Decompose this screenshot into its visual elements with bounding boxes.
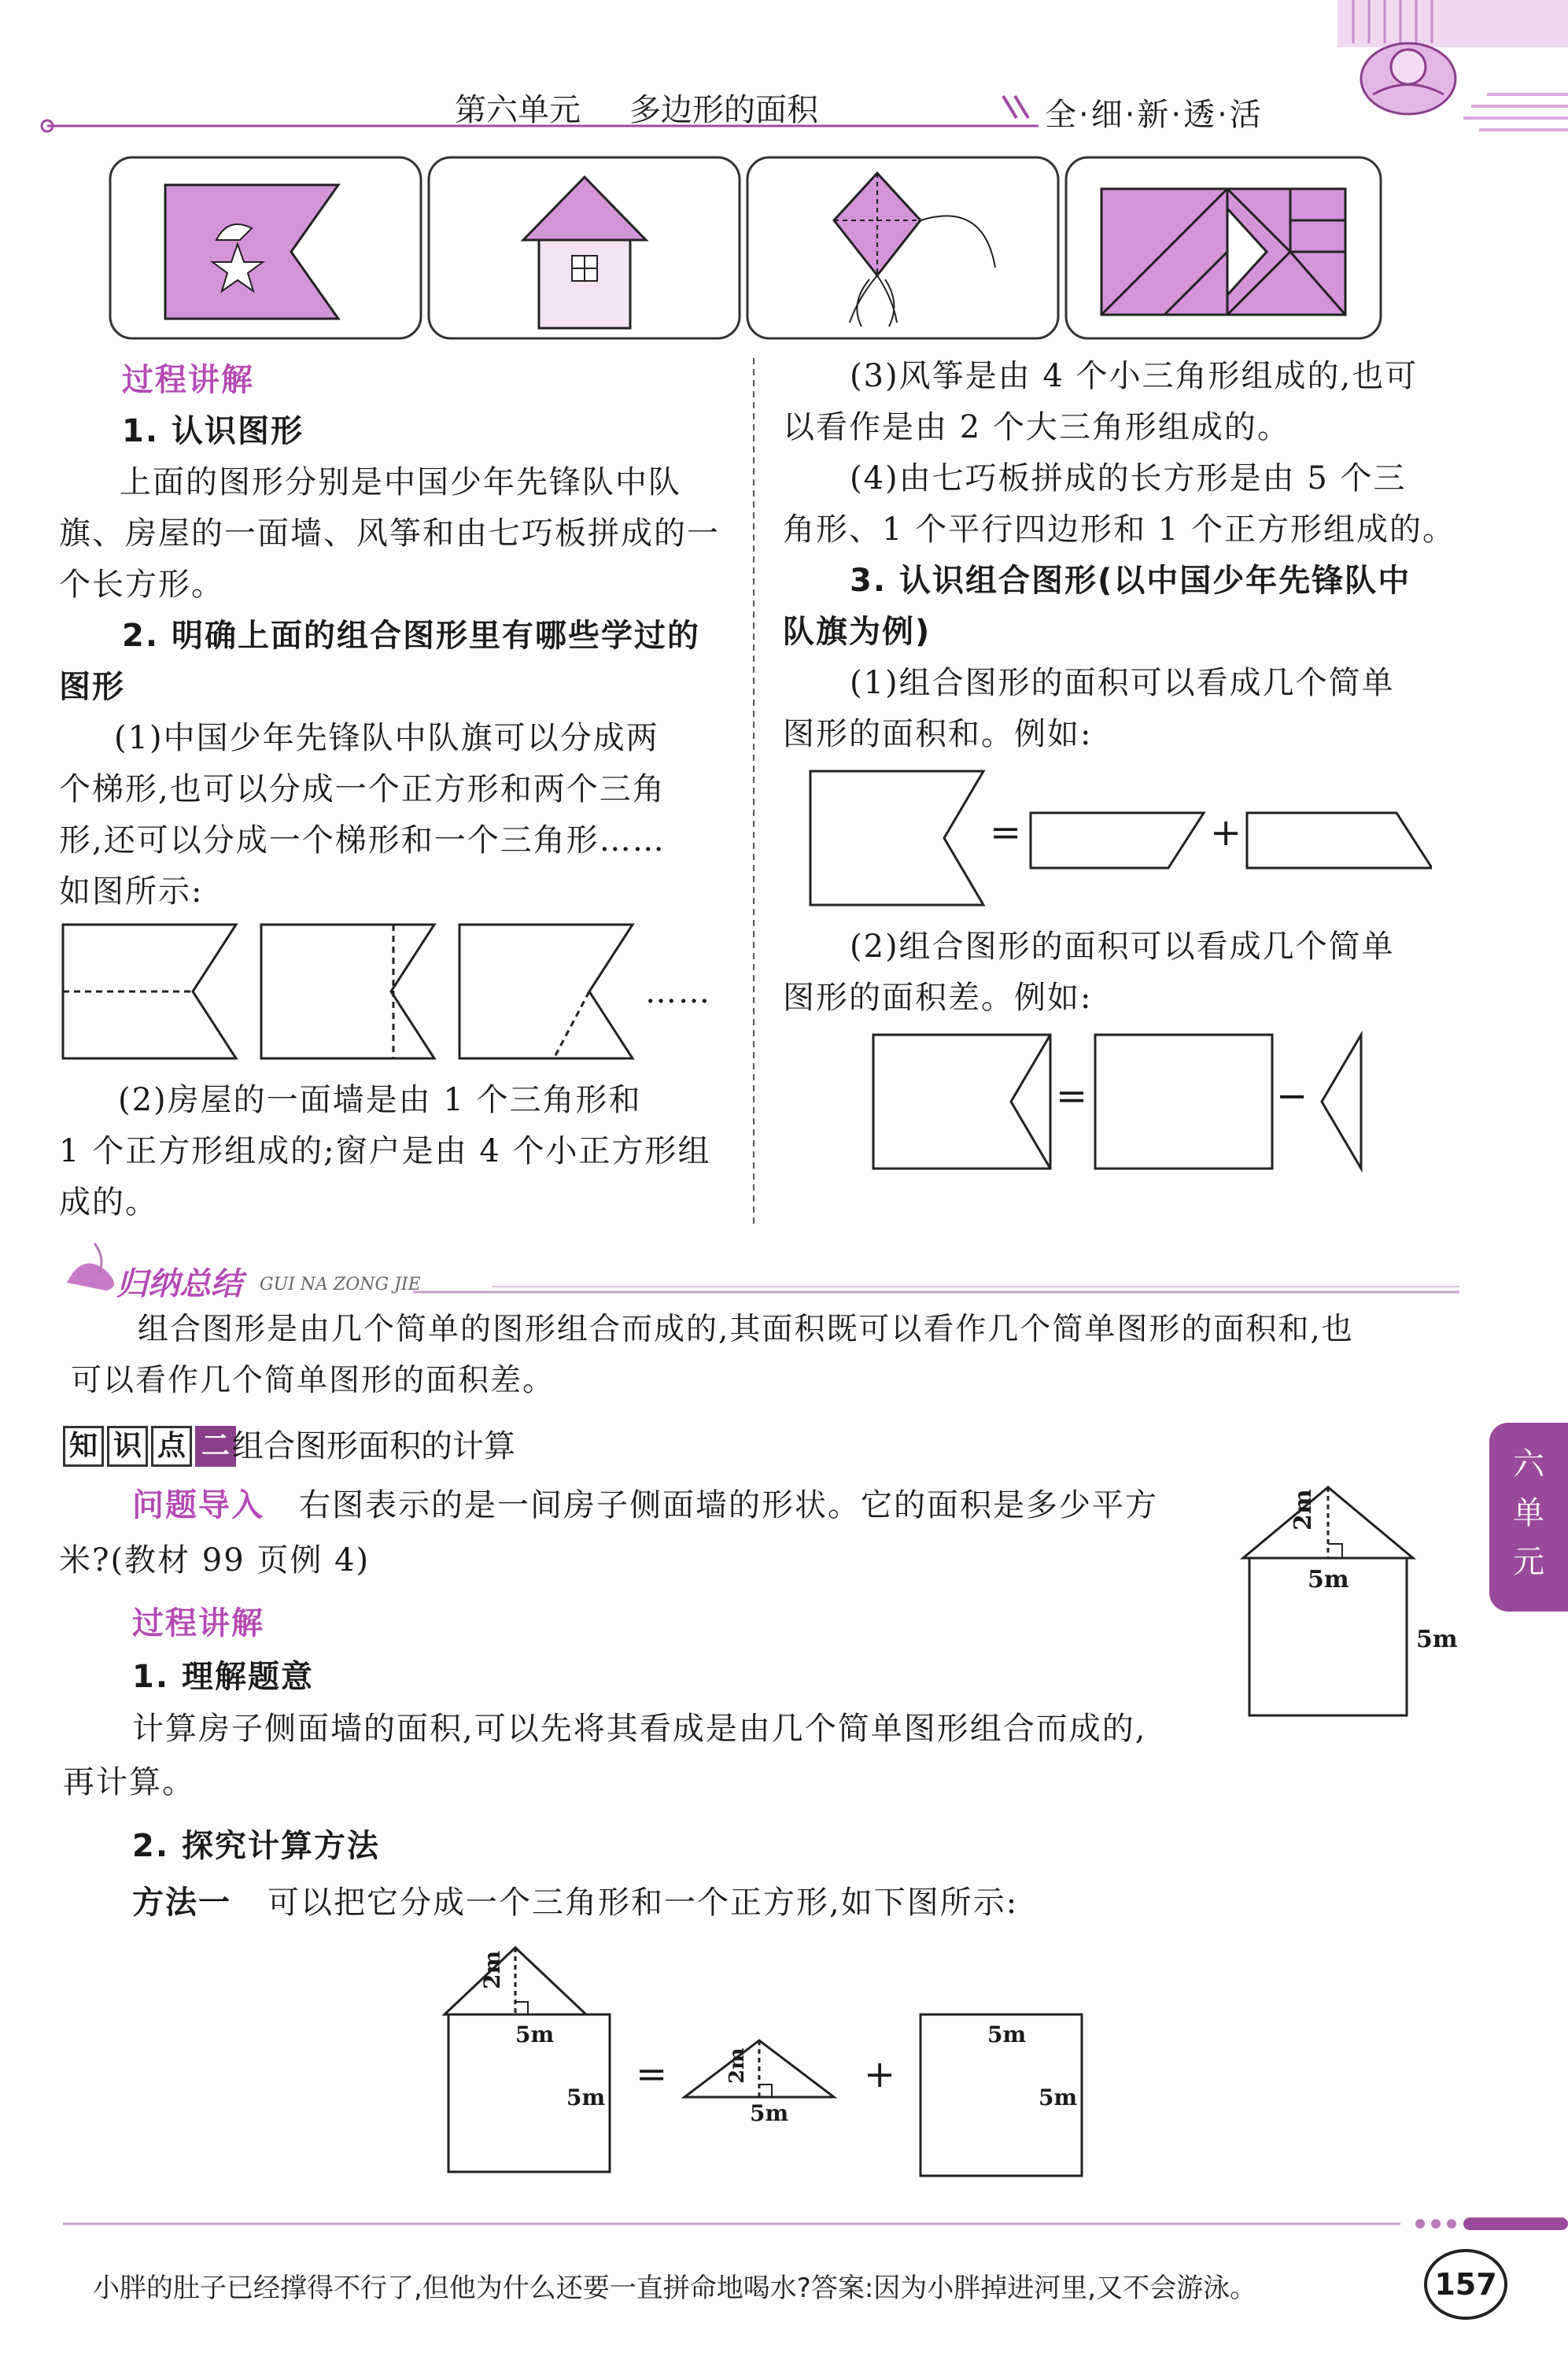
equals-sign-1: = — [990, 811, 1022, 855]
tangram-panel — [1066, 157, 1381, 338]
left-para1-l3: 个长方形。 — [59, 567, 224, 603]
ellipsis: …… — [645, 974, 711, 1010]
left-para3-l1: (2)房屋的一面墙是由 1 个三角形和 — [118, 1082, 642, 1118]
trapezoid-2 — [1247, 813, 1432, 868]
tab-char-3: 元 — [1513, 1544, 1544, 1580]
slogan: 全·细·新·透·活 — [1045, 97, 1264, 133]
m1-tri-height: 2m — [725, 2048, 749, 2084]
step3-heading-l2: 队旗为例) — [783, 614, 932, 650]
m1-equals: = — [636, 2052, 668, 2096]
kp-box-4: 二 — [195, 1426, 236, 1467]
left-para2-l2: 个梯形,也可以分成一个正方形和两个三角 — [59, 771, 666, 807]
m1-label-base: 5m — [515, 2022, 555, 2048]
process2-step2: 2. 探究计算方法 — [132, 1828, 380, 1864]
house-panel — [429, 157, 740, 338]
flag-panel — [110, 157, 421, 338]
m1-tri-base: 5m — [750, 2100, 789, 2126]
right-para3-l2: 图形的面积和。例如: — [783, 716, 1093, 752]
problem-text-l2: 米?(教材 99 页例 4) — [59, 1542, 371, 1579]
left-para3-l3: 成的。 — [59, 1184, 158, 1220]
kp-box-1: 知 — [63, 1426, 104, 1467]
left-para2-l1: (1)中国少年先锋队中队旗可以分成两 — [114, 720, 659, 756]
footer-rule — [0, 2211, 1568, 2235]
knowledge-point-title: 组合图形面积的计算 — [232, 1428, 515, 1464]
summary-icon — [67, 1263, 114, 1291]
left-para1-l2: 旗、房屋的一面墙、风筝和由七巧板拼成的一 — [59, 515, 720, 552]
step3-heading-l1: 3. 认识组合图形(以中国少年先锋队中 — [850, 563, 1411, 599]
triangle-cut — [1322, 1035, 1361, 1169]
house-wall-figure — [1235, 1479, 1471, 1723]
right-para1-l2: 以看作是由 2 个大三角形组成的。 — [783, 409, 1290, 445]
process2-para-l2: 再计算。 — [63, 1764, 195, 1800]
summary-text-l2: 可以看作几个简单图形的面积差。 — [71, 1363, 555, 1398]
right-para1-l1: (3)风筝是由 4 个小三角形组成的,也可 — [850, 358, 1419, 394]
page-number: 157 — [1424, 2249, 1507, 2320]
problem-label: 问题导入 — [132, 1487, 264, 1523]
rectangle-with-notch — [873, 1035, 1050, 1169]
left-para2-l3: 形,还可以分成一个梯形和一个三角形…… — [59, 822, 666, 859]
summary-label: 归纳总结 — [116, 1266, 242, 1302]
right-para4-l2: 图形的面积差。例如: — [783, 980, 1093, 1016]
m1-plus: + — [864, 2052, 896, 2096]
left-para1-l1: 上面的图形分别是中国少年先锋队中队 — [120, 464, 681, 500]
kp-box-2: 识 — [107, 1426, 148, 1467]
problem-text-l1: 右图表示的是一间房子侧面墙的形状。它的面积是多少平方 — [299, 1487, 1158, 1523]
wall-shape — [539, 240, 630, 328]
minus-sign: − — [1276, 1074, 1308, 1118]
left-para3-l2: 1 个正方形组成的;窗户是由 4 个小正方形组 — [59, 1133, 711, 1169]
process2-step1: 1. 理解题意 — [132, 1659, 314, 1695]
tab-char-2: 单 — [1513, 1495, 1544, 1531]
unit-label: 第六单元 — [455, 92, 581, 128]
unit-side-tab — [1489, 1423, 1568, 1612]
m1-sq-side: 5m — [1039, 2085, 1078, 2110]
method-text: 可以把它分成一个三角形和一个正方形,如下图所示: — [267, 1885, 1019, 1921]
m1-label-side: 5m — [566, 2085, 606, 2110]
process2-label: 过程讲解 — [132, 1605, 264, 1641]
kite-panel — [747, 157, 1058, 338]
m1-label-height: 2m — [479, 1950, 505, 1989]
tab-char-1: 六 — [1513, 1446, 1544, 1483]
right-para2-l2: 角形、1 个平行四边形和 1 个正方形组成的。 — [783, 511, 1456, 548]
full-rectangle — [1095, 1035, 1272, 1169]
knowledge-point-badge — [63, 1426, 239, 1467]
step2-heading-l2: 图形 — [59, 669, 125, 705]
method-one-figure — [437, 1944, 1098, 2180]
area-sum-figure — [802, 767, 1432, 917]
step2-heading-l1: 2. 明确上面的组合图形里有哪些学过的 — [122, 618, 700, 654]
right-para2-l1: (4)由七巧板拼成的长方形是由 5 个三 — [850, 460, 1407, 497]
summary-pinyin: GUI NA ZONG JIE — [260, 1275, 421, 1294]
column-divider — [751, 358, 756, 1224]
equals-sign-2: = — [1056, 1074, 1088, 1118]
left-para2-l4: 如图所示: — [59, 873, 204, 910]
right-para3-l1: (1)组合图形的面积可以看成几个简单 — [850, 665, 1395, 701]
label-base: 5m — [1308, 1566, 1349, 1593]
flag-outline — [810, 771, 983, 905]
process2-para-l1: 计算房子侧面墙的面积,可以先将其看成是由几个简单图形组合而成的, — [132, 1711, 1147, 1747]
page-header — [0, 0, 1568, 134]
notch-line — [1011, 1035, 1050, 1169]
summary-text-l1: 组合图形是由几个简单的图形组合而成的,其面积既可以看作几个简单图形的面积和,也 — [138, 1312, 1354, 1347]
m1-sq-top: 5m — [987, 2022, 1027, 2048]
label-side: 5m — [1416, 1626, 1458, 1653]
trapezoid-1 — [1031, 813, 1204, 868]
flag-split-figures — [55, 921, 732, 1062]
right-para4-l1: (2)组合图形的面积可以看成几个简单 — [850, 929, 1395, 965]
process-label: 过程讲解 — [122, 362, 254, 398]
step1-heading: 1. 认识图形 — [122, 413, 304, 449]
footer-joke: 小胖的肚子已经撑得不行了,但他为什么还要一直拼命地喝水?答案:因为小胖掉进河里,又不会游泳。 — [93, 2273, 1257, 2304]
label-height: 2m — [1289, 1489, 1317, 1531]
top-figure-panels — [102, 153, 1393, 342]
kp-box-3: 点 — [151, 1426, 192, 1467]
chapter-title: 多边形的面积 — [629, 92, 818, 128]
plus-sign-1: + — [1210, 811, 1242, 855]
method-label: 方法一 — [132, 1885, 231, 1921]
